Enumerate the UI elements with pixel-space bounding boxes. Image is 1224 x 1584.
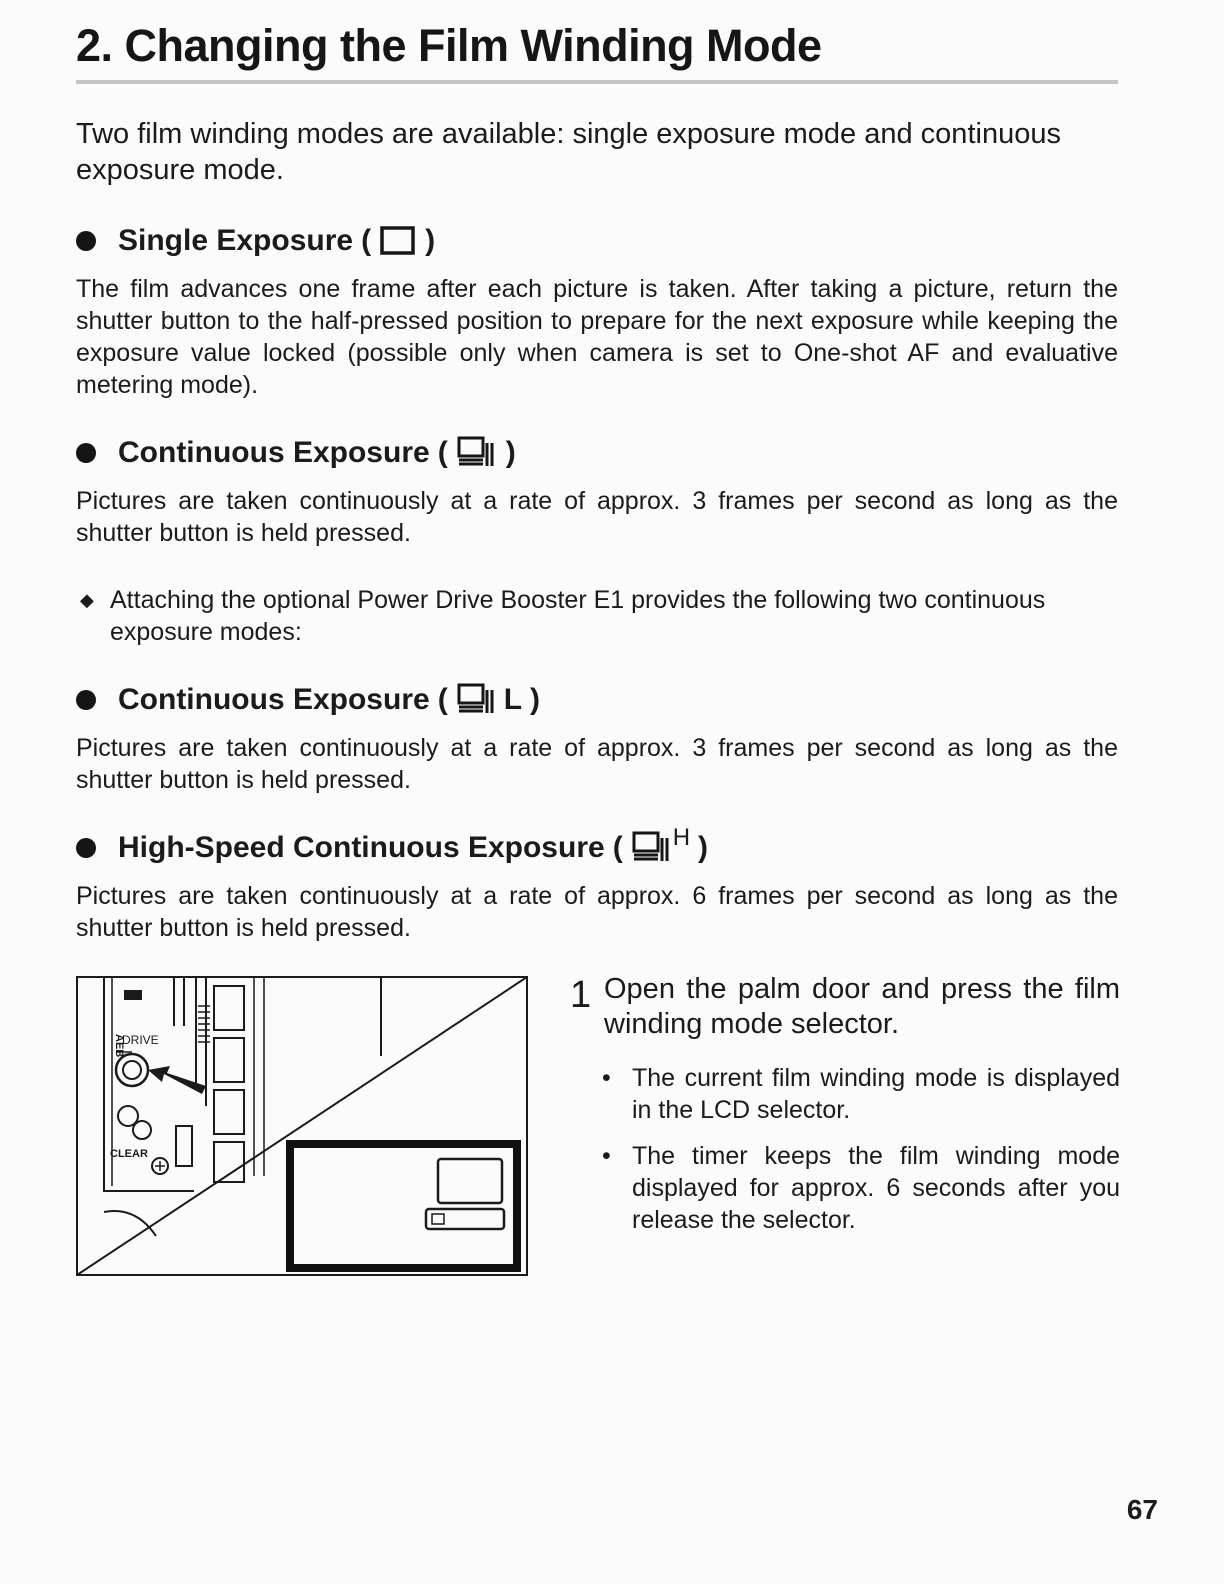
bullet-icon	[76, 443, 96, 463]
bullet-icon	[76, 838, 96, 858]
drive-label: DRIVE	[122, 1033, 159, 1047]
title-rule	[76, 80, 1118, 84]
section-heading-high-speed-continuous: High-Speed Continuous Exposure ( H )	[76, 830, 716, 866]
section-title: Single Exposure	[118, 224, 354, 257]
list-item: • The current film winding mode is displayed in the LCD selector.	[602, 1064, 1120, 1124]
continuous-frames-icon	[456, 682, 498, 718]
section-heading-continuous-exposure: Continuous Exposure ( )	[76, 435, 524, 471]
mode-suffix-high: H	[672, 824, 691, 851]
step-number: 1	[570, 974, 592, 1016]
section-body-high-speed-continuous: Pictures are taken continuously at a rate of approx. 6 frames per second as long as the shutter button is held pressed.	[76, 882, 1118, 942]
page-number: 67	[1126, 1494, 1158, 1525]
bullet-icon	[76, 690, 96, 710]
continuous-frames-icon	[631, 830, 673, 866]
section-body-continuous-exposure-low: Pictures are taken continuously at a rate of approx. 3 frames per second as long as the shutter button is held pressed.	[76, 734, 1118, 794]
section-heading-single-exposure: Single Exposure ( )	[76, 223, 443, 259]
mode-suffix-low: L	[503, 683, 523, 716]
bullet-icon	[76, 231, 96, 251]
bullet-icon: •	[602, 1064, 611, 1092]
intro-paragraph: Two film winding modes are available: single exposure mode and continuous exposure mode.	[76, 118, 1061, 186]
page-title: 2. Changing the Film Winding Mode	[76, 20, 822, 71]
section-body-continuous-exposure: Pictures are taken continuously at a rate of approx. 3 frames per second as long as the shutter button is held pressed.	[76, 487, 1118, 547]
continuous-frames-icon	[456, 435, 498, 471]
note-text: Attaching the optional Power Drive Booster E1 provides the following two continuous exposure modes:	[110, 586, 1046, 646]
aeb-label: AEB	[113, 1034, 125, 1058]
clear-label: CLEAR	[110, 1148, 148, 1160]
step-bullets	[598, 1062, 1120, 1236]
section-body-single-exposure: The film advances one frame after each picture is taken. After taking a picture, return the shutter button to the half-pressed position to prepare for the next exposure while keeping the exposure value locked (possible only when camera is set to One-shot AF and evaluative metering mode).	[76, 275, 1118, 399]
camera-drive-illustration	[76, 976, 528, 1276]
note	[80, 584, 1120, 648]
section-heading-continuous-exposure-low: Continuous Exposure ( L )	[76, 682, 548, 718]
step-text: Open the palm door and press the film winding mode selector.	[604, 973, 1120, 1040]
section-title: Continuous Exposure	[118, 436, 430, 469]
section-title: High-Speed Continuous Exposure	[118, 831, 605, 864]
diamond-bullet-icon: ◆	[80, 590, 94, 610]
bullet-icon: •	[602, 1142, 611, 1170]
single-frame-icon	[379, 225, 417, 257]
list-item: • The timer keeps the film winding mode displayed for approx. 6 seconds after you release the selector.	[602, 1142, 1120, 1234]
step-1	[570, 972, 1120, 1250]
section-title: Continuous Exposure	[118, 683, 430, 716]
